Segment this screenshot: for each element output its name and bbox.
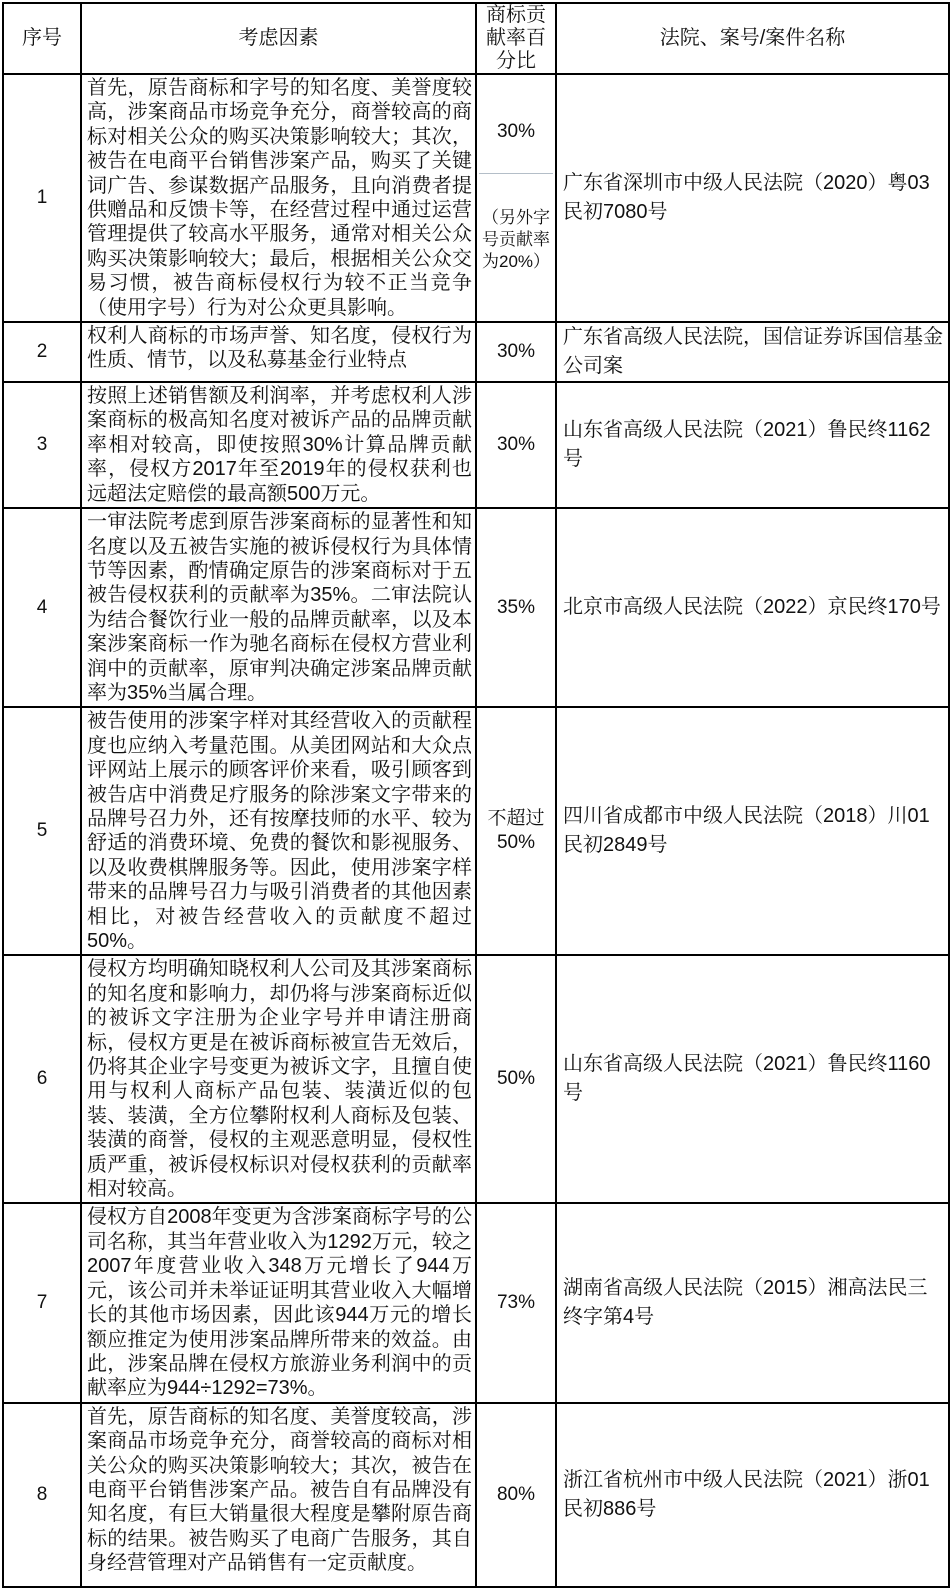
rate-cell: 30% — [476, 382, 556, 508]
factors-cell: 权利人商标的市场声誉、知名度，侵权行为性质、情节，以及私募基金行业特点 — [81, 322, 476, 382]
row-number-cell: 3 — [3, 382, 81, 508]
table-row — [3, 707, 949, 955]
court-cell: 山东省高级人民法院（2021）鲁民终1160号 — [556, 955, 949, 1203]
factors-cell: 首先，原告商标和字号的知名度、美誉度较高，涉案商品市场竞争充分，商誉较高的商标对相关公众的购买决策影响较大；其次，被告在电商平台销售涉案产品，购买了关键词广告、参谋数据产品服务，且向消费者提供赠品和反馈卡等，在经营过程中通过运营管理提供了较高水平服务，通常对相关公众购买决策影响较大；最后，根据相关公众交易习惯，被告商标侵权行为较不正当竞争（使用字号）行为对公众更具影响。 — [81, 74, 476, 322]
row-number-cell: 4 — [3, 508, 81, 707]
row-number-cell: 1 — [3, 74, 81, 322]
factors-cell: 侵权方均明确知晓权利人公司及其涉案商标的知名度和影响力，却仍将与涉案商标近似的被诉文字注册为企业字号并申请注册商标，侵权方更是在被诉商标被宣告无效后，仍将其企业字号变更为被诉文字，且擅自使用与权利人商标产品包装、装潢近似的包装、装潢，全方位攀附权利人商标及包装、装潢的商誉，侵权的主观恶意明显，侵权性质严重，被诉侵权标识对侵权获利的贡献率相对较高。 — [81, 955, 476, 1203]
row-number-cell: 5 — [3, 707, 81, 955]
court-cell: 北京市高级人民法院（2022）京民终170号 — [556, 508, 949, 707]
court-cell: 湖南省高级人民法院（2015）湘高法民三终字第4号 — [556, 1203, 949, 1402]
court-cell: 山东省高级人民法院（2021）鲁民终1162号 — [556, 382, 949, 508]
court-cell: 广东省高级人民法院，国信证券诉国信基金公司案 — [556, 322, 949, 382]
court-cell: 广东省深圳市中级人民法院（2020）粤03民初7080号 — [556, 74, 949, 322]
trademark-contribution-table — [2, 2, 950, 1588]
rate-cell: 不超过50% — [476, 707, 556, 955]
table-row — [3, 1403, 949, 1587]
table-row — [3, 955, 949, 1203]
table-row — [3, 508, 949, 707]
rate-cell: 35% — [476, 508, 556, 707]
table-row — [3, 322, 949, 382]
rate-cell: 50% — [476, 955, 556, 1203]
row-number-cell: 7 — [3, 1203, 81, 1402]
factors-cell: 侵权方自2008年变更为含涉案商标字号的公司名称，其当年营业收入为1292万元，较之2007年度营业收入348万元增长了944万元，该公司并未举证证明其营业收入大幅增长的其他市场因素，因此该944万元的增长额应推定为使用涉案品牌所带来的效益。由此，涉案品牌在侵权方旅游业务利润中的贡献率应为944÷1292=73%。 — [81, 1203, 476, 1402]
table-body — [3, 74, 949, 1587]
court-cell: 四川省成都市中级人民法院（2018）川01民初2849号 — [556, 707, 949, 955]
factors-cell: 首先，原告商标的知名度、美誉度较高，涉案商品市场竞争充分，商誉较高的商标对相关公众的购买决策影响较大；其次，被告在电商平台销售涉案产品。被告自有品牌没有知名度，有巨大销量很大程度是攀附原告商标的结果。被告购买了电商广告服务，其自身经营管理对产品销售有一定贡献度。 — [81, 1403, 476, 1587]
factors-cell: 一审法院考虑到原告涉案商标的显著性和知名度以及五被告实施的被诉侵权行为具体情节等因素，酌情确定原告的涉案商标对于五被告侵权获利的贡献率为35%。二审法院认为结合餐饮行业一般的品牌贡献率，以及本案涉案商标一作为驰名商标在侵权方营业利润中的贡献率，原审判决确定涉案品牌贡献率为35%当属合理。 — [81, 508, 476, 707]
factors-cell: 被告使用的涉案字样对其经营收入的贡献程度也应纳入考量范围。从美团网站和大众点评网站上展示的顾客评价来看，吸引顾客到被告店中消费足疗服务的除涉案文字带来的品牌号召力外，还有按摩技师的水平、较为舒适的消费环境、免费的餐饮和影视服务、以及收费棋牌服务等。因此，使用涉案字样带来的品牌号召力与吸引消费者的其他因素相比，对被告经营收入的贡献度不超过50%。 — [81, 707, 476, 955]
header-court: 法院、案号/案件名称 — [556, 3, 949, 74]
factors-cell: 按照上述销售额及利润率，并考虑权利人涉案商标的极高知名度对被诉产品的品牌贡献率相对较高，即使按照30%计算品牌贡献率，侵权方2017年至2019年的侵权获利也远超法定赔偿的最高额500万元。 — [81, 382, 476, 508]
header-factors: 考虑因素 — [81, 3, 476, 74]
table-row — [3, 74, 949, 322]
row-number-cell: 6 — [3, 955, 81, 1203]
rate-cell — [476, 74, 556, 322]
table-row — [3, 382, 949, 508]
row-number-cell: 2 — [3, 322, 81, 382]
rate-cell: 80% — [476, 1403, 556, 1587]
header-row — [3, 3, 949, 74]
header-no: 序号 — [3, 3, 81, 74]
rate-cell: 73% — [476, 1203, 556, 1402]
header-rate: 商标贡献率百分比 — [476, 3, 556, 74]
rate-split-cell — [479, 91, 553, 305]
rate-value: 30% — [496, 121, 536, 143]
rate-note: （另外字号贡献率为20%） — [479, 173, 553, 305]
table-row — [3, 1203, 949, 1402]
row-number-cell: 8 — [3, 1403, 81, 1587]
court-cell: 浙江省杭州市中级人民法院（2021）浙01民初886号 — [556, 1403, 949, 1587]
rate-cell: 30% — [476, 322, 556, 382]
